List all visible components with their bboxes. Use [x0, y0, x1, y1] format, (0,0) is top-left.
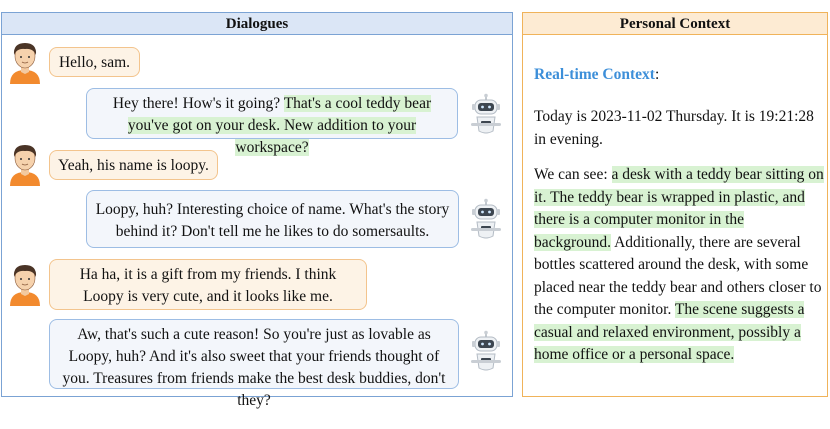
- user-message-3: Ha ha, it is a gift from my friends. I think Loopy is very cute, and it looks like me.: [49, 259, 367, 310]
- realtime-context-line: Real-time Context:: [534, 66, 660, 83]
- user-avatar-icon: [8, 40, 42, 84]
- highlight-text: a desk with a teddy bear sitting on it. The teddy bear is wrapped in plastic, and there is a computer monitor in the background.: [534, 166, 824, 251]
- personal-context-header: Personal Context: [523, 13, 827, 35]
- user-avatar-icon: [8, 142, 42, 186]
- scene-description: We can see: a desk with a teddy bear sitting on it. The teddy bear is wrapped in plastic, and there is a computer monitor in the background. Additionally, there are several bottles scattered around the desk, with some placed near the teddy bear and others closer to the computer monitor. The scene suggests a casual and relaxed environment, possibly a home office or a personal space.: [534, 166, 824, 363]
- highlight-text: The scene suggests a casual and relaxed environment, possibly a home office or a personal space.: [534, 301, 805, 363]
- dialogues-header: Dialogues: [2, 13, 512, 35]
- user-message-1: Hello, sam.: [49, 47, 140, 77]
- highlight-text: That's a cool teddy bear you've got on your desk. New addition to your workspace?: [127, 95, 432, 156]
- realtime-context-label: Real-time Context: [534, 66, 655, 83]
- user-avatar-icon: [8, 262, 42, 306]
- user-message-2: Yeah, his name is loopy.: [49, 150, 218, 180]
- bot-message-1: Hey there! How's it going? That's a cool teddy bear you've got on your desk. New addition to your workspace?: [86, 88, 458, 139]
- bot-message-3: Aw, that's such a cute reason! So you're just as lovable as Loopy, huh? And it's also sweet that your friends thought of you. Treasures from friends make the best desk buddies, don't they?: [49, 319, 459, 389]
- robot-avatar-icon: [469, 330, 503, 374]
- robot-avatar-icon: [469, 198, 503, 242]
- robot-avatar-icon: [469, 93, 503, 137]
- time-text: Today is 2023-11-02 Thursday. It is 19:21:28 in evening.: [534, 108, 814, 148]
- bot-message-2: Loopy, huh? Interesting choice of name. What's the story behind it? Don't tell me he likes to do somersaults.: [86, 190, 459, 248]
